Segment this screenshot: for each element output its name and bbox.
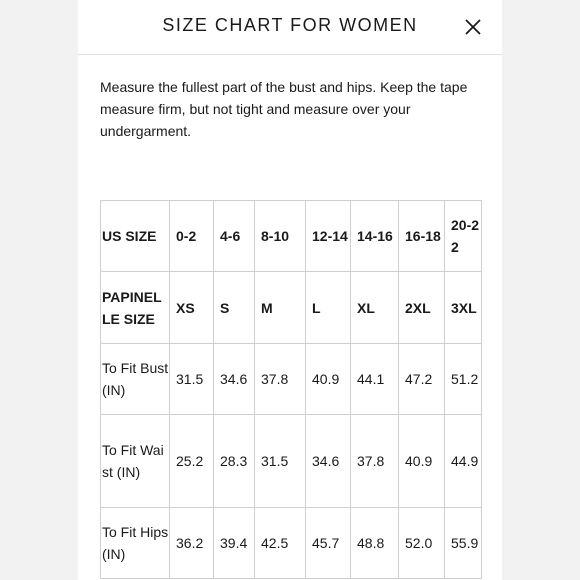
table-cell: 14-16 [351, 201, 399, 272]
table-cell: 25.2 [170, 415, 214, 508]
table-cell: 31.5 [255, 415, 306, 508]
table-row [101, 344, 482, 415]
row-label: To Fit Hips (IN) [101, 508, 170, 579]
table-cell: 34.6 [306, 415, 351, 508]
table-cell: 16-18 [399, 201, 445, 272]
table-cell: XS [170, 272, 214, 344]
table-cell: 37.8 [351, 415, 399, 508]
table-cell: XL [351, 272, 399, 344]
table-cell: 51.2 [445, 344, 482, 415]
row-label: PAPINELLE SIZE [101, 272, 170, 344]
table-row [101, 415, 482, 508]
row-label: To Fit Bust (IN) [101, 344, 170, 415]
table-cell: 40.9 [399, 415, 445, 508]
table-row [101, 508, 482, 579]
table-cell: 2XL [399, 272, 445, 344]
close-icon[interactable] [462, 16, 484, 38]
modal-title: SIZE CHART FOR WOMEN [162, 15, 418, 35]
close-icon-graphic [462, 16, 484, 38]
table-cell: 36.2 [170, 508, 214, 579]
table-cell: 8-10 [255, 201, 306, 272]
table-cell: 3XL [445, 272, 482, 344]
table-cell: 34.6 [214, 344, 255, 415]
table-cell: 0-2 [170, 201, 214, 272]
table-cell: 42.5 [255, 508, 306, 579]
table-cell: 44.9 [445, 415, 482, 508]
table-cell: 4-6 [214, 201, 255, 272]
table-cell: 48.8 [351, 508, 399, 579]
table-cell: 45.7 [306, 508, 351, 579]
table-row [101, 201, 482, 272]
size-chart-modal [78, 0, 502, 580]
table-row [101, 272, 482, 344]
table-cell: 28.3 [214, 415, 255, 508]
modal-header [78, 0, 502, 55]
table-cell: 20-22 [445, 201, 482, 272]
table-cell: 55.9 [445, 508, 482, 579]
intro-text: Measure the fullest part of the bust and hips. Keep the tape measure firm, but not tight and measure over your undergarment. [100, 79, 468, 139]
table-cell: 39.4 [214, 508, 255, 579]
table-cell: 47.2 [399, 344, 445, 415]
table-cell: 12-14 [306, 201, 351, 272]
table-cell: S [214, 272, 255, 344]
table-cell: 40.9 [306, 344, 351, 415]
table-cell: L [306, 272, 351, 344]
table-cell: 44.1 [351, 344, 399, 415]
size-table [100, 200, 482, 579]
table-cell: 37.8 [255, 344, 306, 415]
row-label: To Fit Waist (IN) [101, 415, 170, 508]
table-cell: 31.5 [170, 344, 214, 415]
table-cell: 52.0 [399, 508, 445, 579]
row-label: US SIZE [101, 201, 170, 272]
table-cell: M [255, 272, 306, 344]
